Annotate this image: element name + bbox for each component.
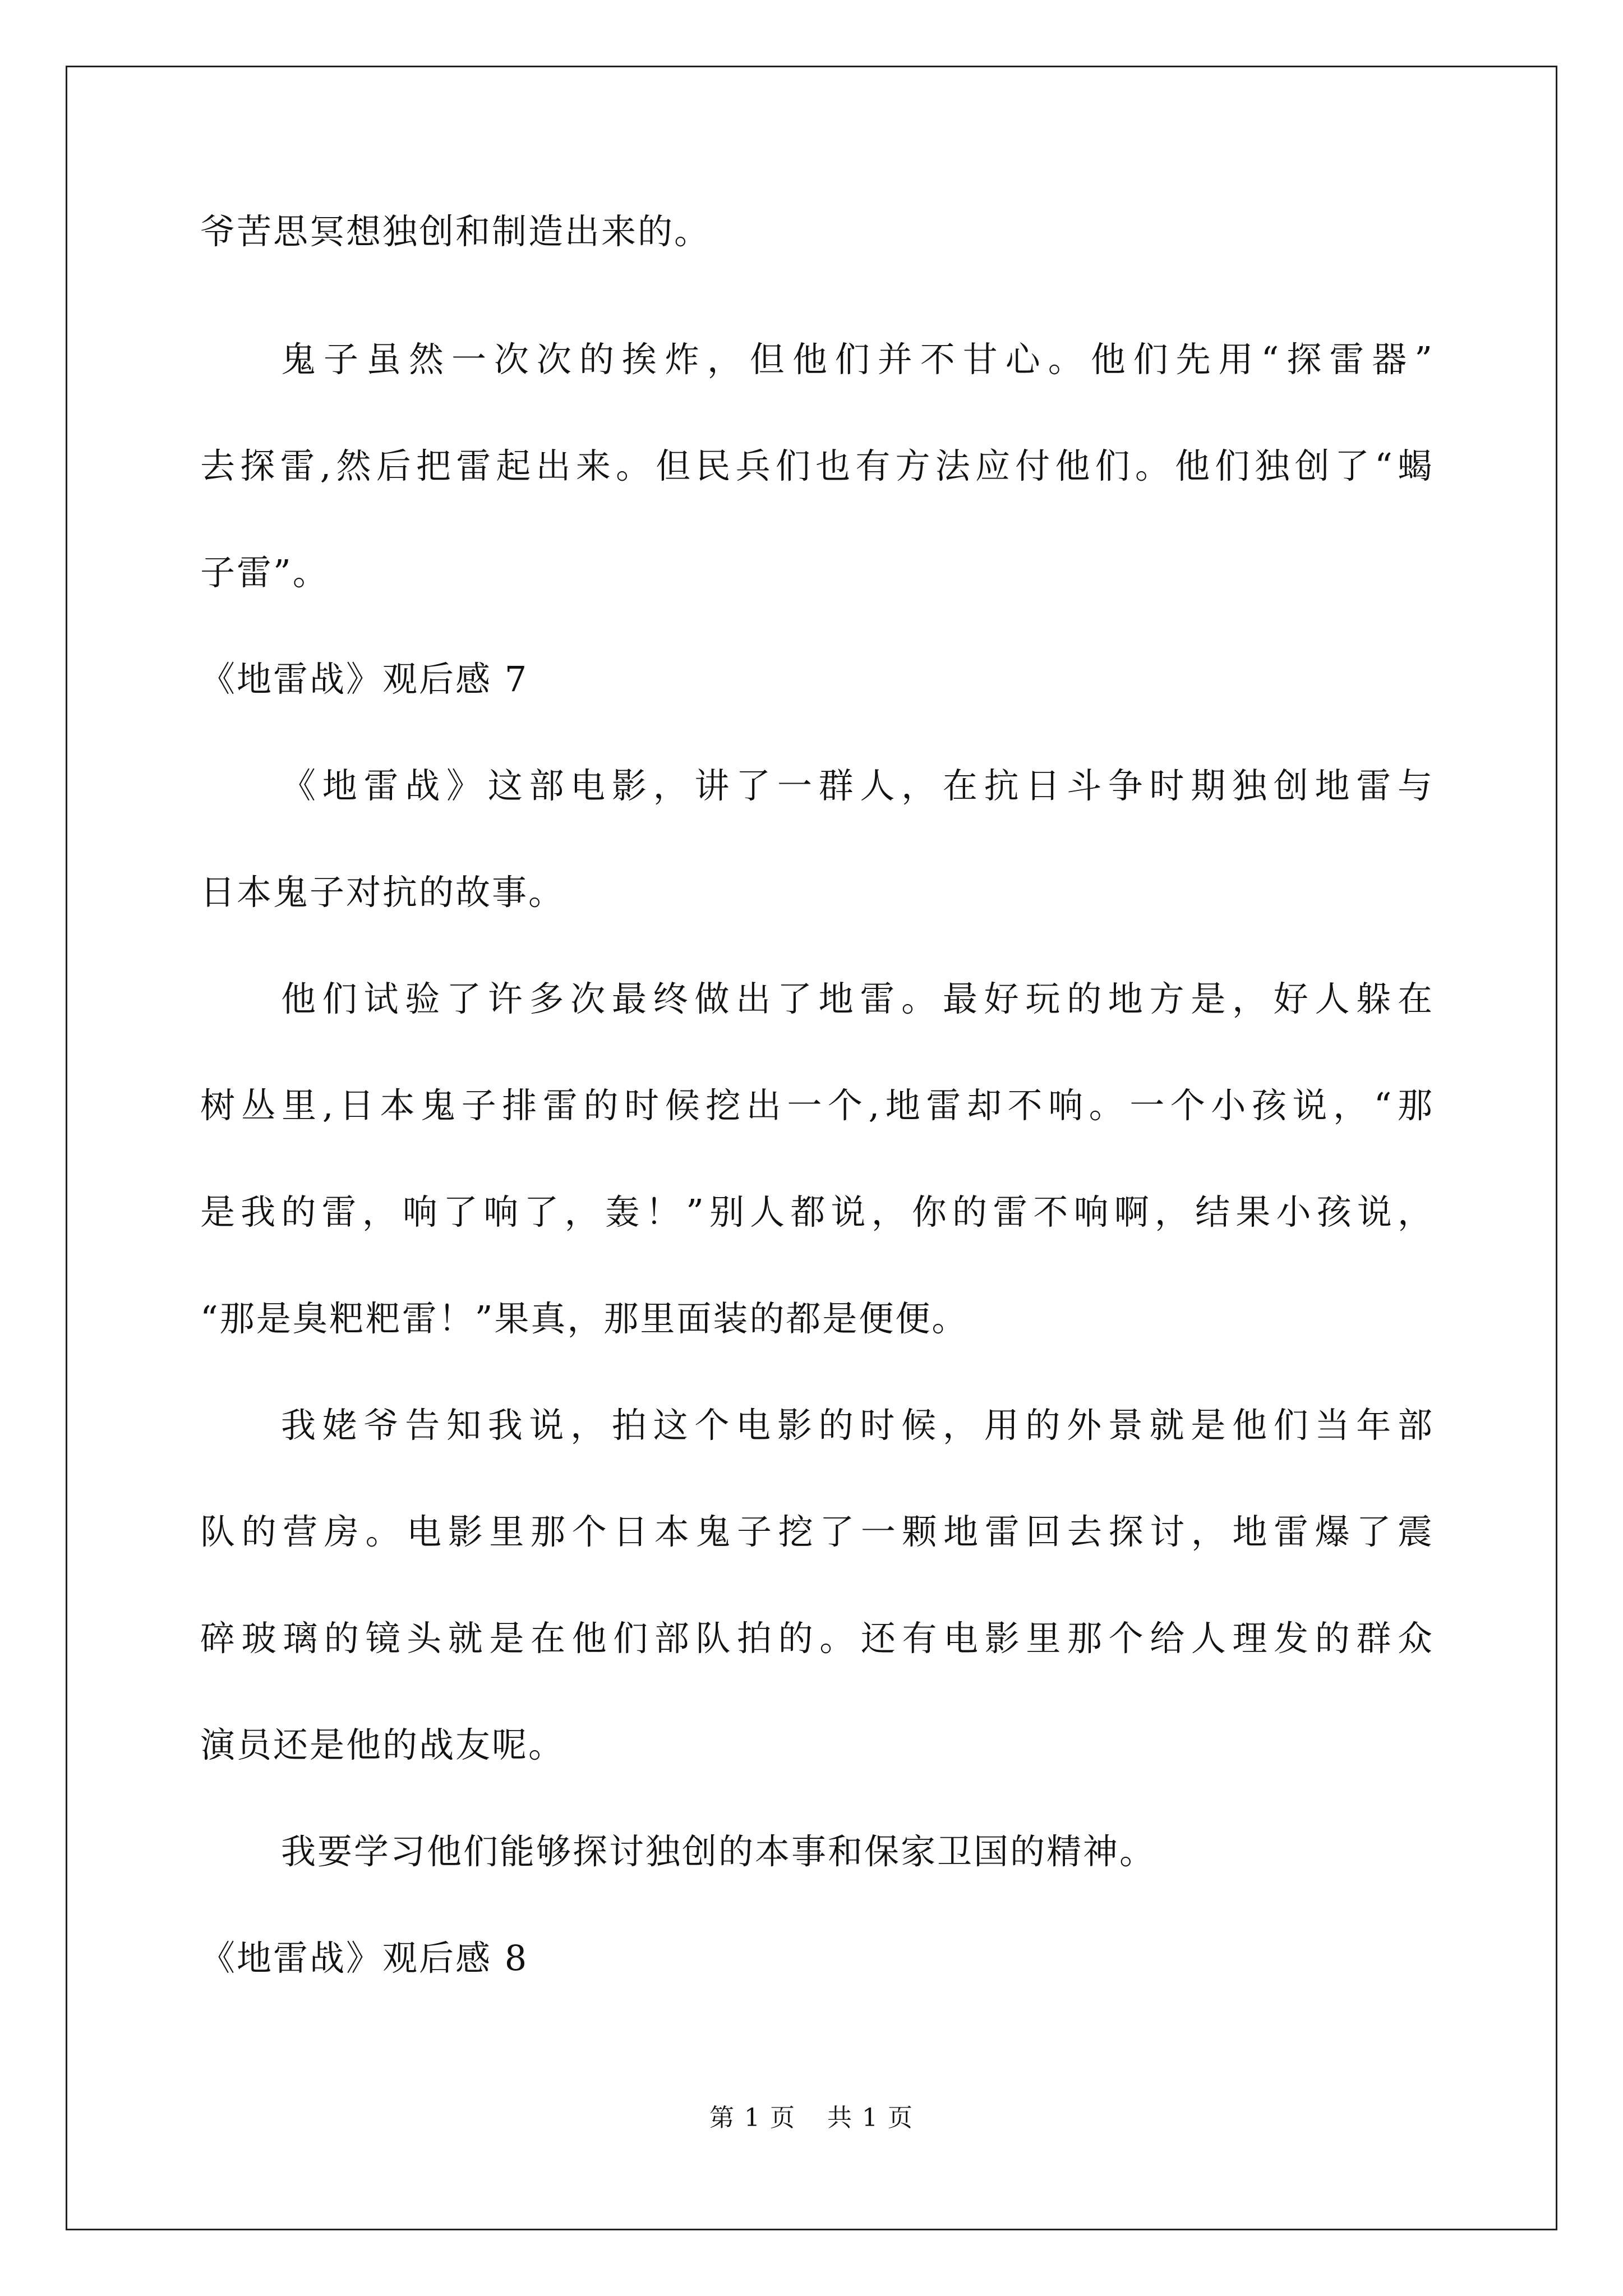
paragraph-line: 树丛里,日本鬼子排雷的时候挖出一个,地雷却不响。一个小孩说，“那 bbox=[200, 1085, 1434, 1126]
paragraph-line: 碎玻璃的镜头就是在他们部队拍的。还有电影里那个给人理发的群众 bbox=[200, 1618, 1434, 1659]
paragraph-line: 子雷”。 bbox=[200, 552, 329, 593]
section-heading: 《地雷战》观后感 8 bbox=[200, 1938, 529, 1978]
paragraph-line: 去探雷,然后把雷起出来。但民兵们也有方法应付他们。他们独创了“蝎 bbox=[200, 445, 1434, 486]
paragraph-line: 我姥爷告知我说，拍这个电影的时候，用的外景就是他们当年部 bbox=[281, 1405, 1434, 1446]
paragraph-line: 《地雷战》这部电影，讲了一群人，在抗日斗争时期独创地雷与 bbox=[281, 765, 1434, 806]
paragraph-line: 是我的雷，响了响了，轰！”别人都说，你的雷不响啊，结果小孩说， bbox=[200, 1191, 1434, 1232]
page-border bbox=[66, 66, 1557, 2230]
page-total: 共 1 页 bbox=[827, 2104, 914, 2132]
section-heading: 《地雷战》观后感 7 bbox=[200, 659, 529, 700]
paragraph-line: 鬼子虽然一次次的挨炸，但他们并不甘心。他们先用“探雷器” bbox=[281, 339, 1434, 380]
paragraph-line: “那是臭粑粑雷！”果真，那里面装的都是便便。 bbox=[200, 1298, 969, 1339]
paragraph-line: 我要学习他们能够探讨独创的本事和保家卫国的精神。 bbox=[281, 1831, 1156, 1872]
paragraph-line: 演员还是他的战友呢。 bbox=[200, 1724, 565, 1765]
paragraph-line: 爷苦思冥想独创和制造出来的。 bbox=[200, 211, 711, 252]
page-footer bbox=[0, 2102, 1623, 2134]
paragraph-line: 他们试验了许多次最终做出了地雷。最好玩的地方是，好人躲在 bbox=[281, 978, 1434, 1019]
page-number: 第 1 页 bbox=[709, 2104, 796, 2132]
paragraph-line: 日本鬼子对抗的故事。 bbox=[200, 872, 565, 913]
paragraph-line: 队的营房。电影里那个日本鬼子挖了一颗地雷回去探讨，地雷爆了震 bbox=[200, 1511, 1434, 1552]
